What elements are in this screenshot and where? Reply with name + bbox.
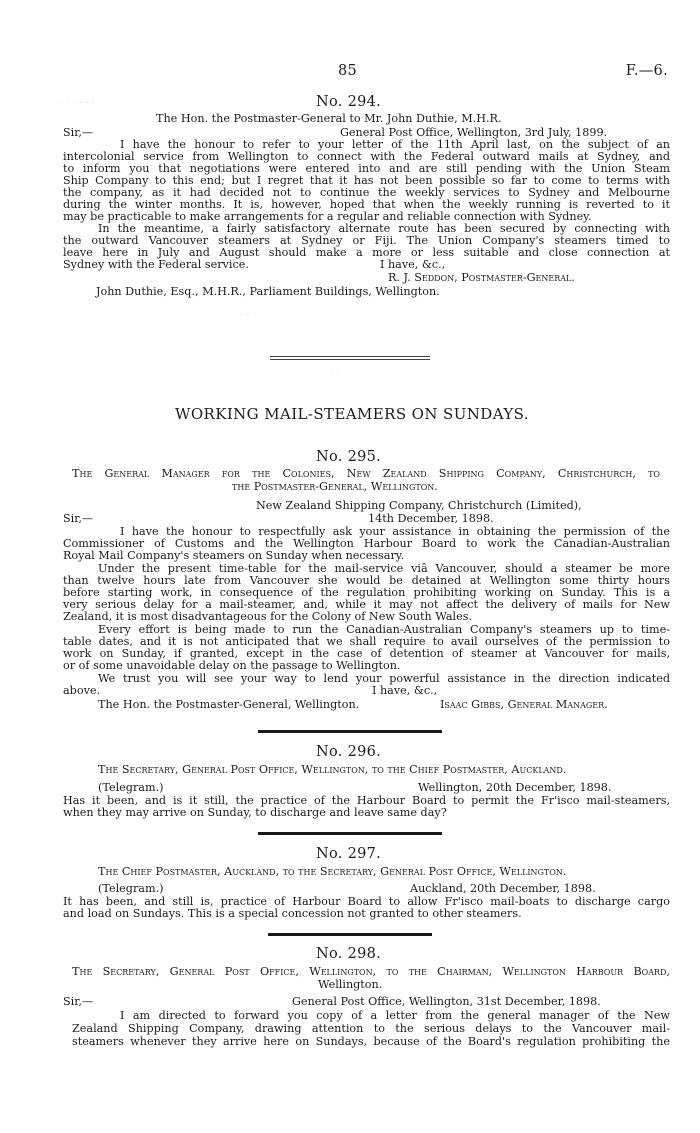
body-line: than twelve hours late from Vancouver she would be detained at Wellington some thirty hours <box>63 574 670 587</box>
body-line: Royal Mail Company's steamers on Sunday when necessary. <box>63 549 405 562</box>
body-line: It has been, and still is, practice of Harbour Board to allow Fr'isco mail-boats to discharge cargo <box>63 895 670 908</box>
section-divider <box>258 730 442 733</box>
body-line: leave here in July and August should make a more or less suitable and close connection at <box>63 246 670 259</box>
place-date: General Post Office, Wellington, 3rd July, 1899. <box>340 126 608 139</box>
signature: R. J. Seddon, Postmaster-General. <box>388 271 575 284</box>
body-line: steamers whenever they arrive here on Sundays, because of the Board's regulation prohibiting the <box>72 1035 670 1048</box>
place-date: Auckland, 20th December, 1898. <box>410 882 596 895</box>
letter-number: No. 296. <box>316 744 382 760</box>
closing: I have, &c., <box>380 258 446 271</box>
letter-address: The Hon. the Postmaster-General to Mr. John Duthie, M.H.R. <box>156 112 502 125</box>
letter-address: Wellington. <box>318 978 383 991</box>
body-line: the outward Vancouver steamers at Sydney or Fiji. The Union Company's steamers timed to <box>63 234 670 247</box>
salutation: Sir,— <box>63 512 94 525</box>
body-line: Has it been, and is it still, the practice of the Harbour Board to permit the Fr'isco mail-steamers, <box>63 794 670 807</box>
telegram-note: (Telegram.) <box>98 882 164 895</box>
letter-number: No. 298. <box>316 946 382 962</box>
body-line: before starting work, in consequence of the regulation prohibiting working on Sunday. This is a <box>63 586 670 599</box>
body-line: the company, as it had decided not to continue the weekly services to Sydney and Melbourne <box>63 186 670 199</box>
body-line: I have the honour to refer to your letter of the 11th April last, on the subject of an <box>120 138 670 151</box>
telegram-note: (Telegram.) <box>98 781 164 794</box>
body-line: very serious delay for a mail-steamer, and, while it may not affect the delivery of mails for New <box>63 598 670 611</box>
body-line: or of some unavoidable delay on the passage to Wellington. <box>63 659 401 672</box>
letter-address: The Chief Postmaster, Auckland, to the Secretary, General Post Office, Wellington. <box>98 865 567 878</box>
body-line: Under the present time-table for the mail-service viâ Vancouver, should a steamer be more <box>98 562 670 575</box>
body-line: Zealand Shipping Company, drawing attention to the serious delays to the Vancouver mail- <box>72 1022 670 1035</box>
body-line: Zealand, it is most disadvantageous for the Colony of New South Wales. <box>63 610 473 623</box>
place-date: Wellington, 20th December, 1898. <box>418 781 612 794</box>
body-line: We trust you will see your way to lend your powerful assistance in the direction indicated <box>98 672 670 685</box>
recipient: The Hon. the Postmaster-General, Wellington. <box>98 698 360 711</box>
bleed-through-text: · · · · · · <box>60 98 95 109</box>
place-date: General Post Office, Wellington, 31st December, 1898. <box>292 995 601 1008</box>
letter-number: No. 294. <box>316 94 382 110</box>
letter-address: The Secretary, General Post Office, Wellington, to the Chairman, Wellington Harbour Board, <box>72 965 670 978</box>
body-line: during the winter months. It is, however, hoped that when the weekly running is reverted to it <box>63 198 670 211</box>
body-line: Every effort is being made to run the Canadian-Australian Company's steamers up to time- <box>98 623 670 636</box>
salutation: Sir,— <box>63 995 94 1008</box>
salutation: Sir,— <box>63 126 94 139</box>
body-line: Ship Company to this end; but I regret that it has not been possible so far to come to terms with <box>63 174 670 187</box>
letter-number: No. 297. <box>316 846 382 862</box>
place-date: New Zealand Shipping Company, Christchurch (Limited), <box>256 499 582 512</box>
body-line: table dates, and it is not anticipated that we shall require to avail ourselves of the permission to <box>63 635 670 648</box>
report-reference: F.—6. <box>625 63 668 79</box>
letter-address: The Secretary, General Post Office, Wellington, to the Chief Postmaster, Auckland. <box>98 763 567 776</box>
section-divider <box>270 356 430 357</box>
place-date: 14th December, 1898. <box>368 512 494 525</box>
bleed-through-text: · · · <box>240 310 256 321</box>
body-line: when they may arrive on Sunday, to discharge and leave same day? <box>63 806 447 819</box>
body-line: and load on Sundays. This is a special concession not granted to other steamers. <box>63 907 522 920</box>
section-divider <box>268 933 432 936</box>
section-divider <box>270 359 430 360</box>
closing: I have, &c., <box>372 684 438 697</box>
recipient: John Duthie, Esq., M.H.R., Parliament Buildings, Wellington. <box>96 285 440 298</box>
body-line: intercolonial service from Wellington to connect with the Federal outward mails at Sydney, and <box>63 150 670 163</box>
section-divider <box>258 832 442 835</box>
body-line: Sydney with the Federal service. <box>63 258 249 271</box>
bleed-through-text: · · <box>330 370 340 381</box>
body-line: may be practicable to make arrangements for a regular and reliable connection with Sydney. <box>63 210 592 223</box>
body-line: I have the honour to respectfully ask your assistance in obtaining the permission of the <box>120 525 670 538</box>
body-line: above. <box>63 684 101 697</box>
letter-number: No. 295. <box>316 449 382 465</box>
body-line: Commissioner of Customs and the Wellington Harbour Board to work the Canadian-Australian <box>63 537 670 550</box>
section-title: WORKING MAIL-STEAMERS ON SUNDAYS. <box>175 405 529 423</box>
body-line: I am directed to forward you copy of a letter from the general manager of the New <box>120 1009 670 1022</box>
signature: Isaac Gibbs, General Manager. <box>440 698 608 711</box>
letter-address: the Postmaster-General, Wellington. <box>232 480 438 493</box>
body-line: work on Sunday, if granted, except in the case of detention of steamer at Vancouver for mails, <box>63 647 670 660</box>
letter-address: The General Manager for the Colonies, New Zealand Shipping Company, Christchurch, to <box>72 467 660 480</box>
body-line: to inform you that negotiations were entered into and are still pending with the Union Steam <box>63 162 670 175</box>
page-number: 85 <box>338 63 358 79</box>
body-line: In the meantime, a fairly satisfactory alternate route has been secured by connecting with <box>98 222 670 235</box>
